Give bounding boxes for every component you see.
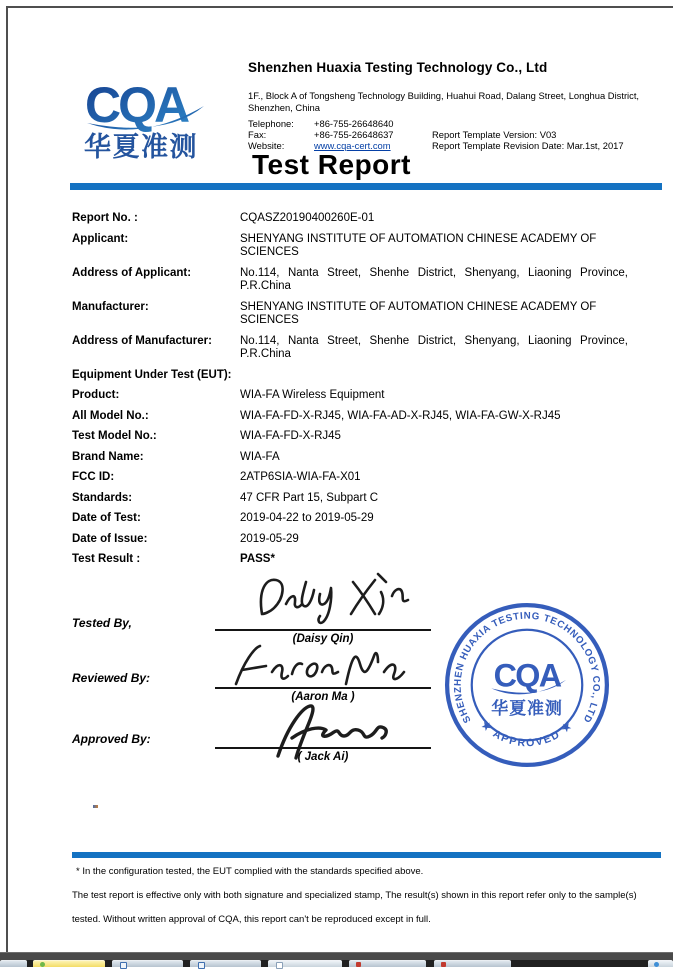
company-address: 1F., Block A of Tongsheng Technology Building, Huahui Road, Dalang Street, Longhua District, Shenzhen, China (248, 90, 640, 113)
reviewed-by-signature-line (215, 687, 431, 689)
browser-icon (654, 962, 659, 967)
tested-by-label: Tested By, (72, 616, 132, 630)
field-row: Standards: 47 CFR Part 15, Subpart C (72, 491, 379, 504)
stamp-chinese-text: 华夏准测 (491, 698, 563, 718)
field-row: Applicant: SHENYANG INSTITUTE OF AUTOMATION CHINESE ACADEMY OF SCIENCES (72, 232, 597, 258)
field-row: Date of Test: 2019-04-22 to 2019-05-29 (72, 512, 374, 524)
telephone-value: +86-755-26648640 (314, 118, 394, 129)
tested-by-signature-line (215, 629, 431, 631)
stamp-ring-text: SHENZHEN HUAXIA TESTING TECHNOLOGY CO., LTD (452, 610, 602, 725)
taskbar (0, 952, 673, 967)
stamp-cqa-text: CQA (493, 657, 561, 694)
field-row: Product: WIA-FA Wireless Equipment (72, 389, 385, 401)
taskbar-button[interactable] (434, 960, 511, 967)
reviewed-by-label: Reviewed By: (72, 671, 151, 685)
page-frame-top (6, 6, 673, 8)
approved-by-name: ( Jack Ai) (297, 751, 349, 763)
word-document-red-icon (356, 962, 361, 967)
svg-text:★ APPROVED ★ (479, 719, 576, 750)
taskbar-button[interactable] (349, 960, 426, 967)
field-row: Report No. : CQASZ20190400260E-01 (72, 212, 375, 224)
stray-mark (93, 805, 98, 808)
field-row: Date of Issue: 2019-05-29 (72, 532, 299, 545)
taskbar-button[interactable] (648, 960, 673, 967)
taskbar-button[interactable] (112, 960, 183, 967)
tested-by-signature (250, 570, 420, 630)
folder-open-yellow-icon (40, 962, 45, 967)
stamp-approved-text: ★ APPROVED ★ (478, 718, 576, 750)
tested-by-name: (Daisy Qin) (292, 633, 354, 645)
field-row: Test Model No.: WIA-FA-FD-X-RJ45 (72, 430, 341, 442)
header-divider (70, 183, 662, 190)
field-row: All Model No.: WIA-FA-FD-X-RJ45, WIA-FA-AD-X-RJ45, WIA-FA-GW-X-RJ45 (72, 409, 561, 422)
contact-block (248, 119, 394, 151)
taskbar-button[interactable] (0, 960, 27, 967)
blank-document-icon (276, 962, 283, 969)
field-row: Address of Manufacturer: No.114, Nanta Street, Shenhe District, Shenyang, Liaoning Province, P.R.China (72, 334, 628, 360)
approved-by-signature-line (215, 747, 431, 749)
taskbar-buttons-row (0, 960, 673, 967)
test-result-value: PASS* (240, 553, 275, 565)
logo-chinese-text: 华夏准测 (84, 132, 198, 162)
field-row: Manufacturer: SHENYANG INSTITUTE OF AUTOMATION CHINESE ACADEMY OF SCIENCES (72, 300, 597, 326)
reviewed-by-name: (Aaron Ma ) (291, 691, 355, 703)
field-row: FCC ID: 2ATP6SIA-WIA-FA-X01 (72, 471, 361, 483)
fax-label: Fax: (248, 128, 267, 140)
field-row: Test Result : PASS* (72, 553, 628, 567)
field-row: Equipment Under Test (EUT): (72, 368, 232, 381)
taskbar-button[interactable] (190, 960, 261, 967)
reviewed-by-signature (228, 638, 418, 690)
page-title: Test Report (252, 149, 411, 180)
company-name: Shenzhen Huaxia Testing Technology Co., Ltd (248, 60, 548, 75)
field-row: Address of Applicant: No.114, Nanta Street, Shenhe District, Shenyang, Liaoning Province, P.R.China (72, 266, 628, 292)
fax-machine-icon (198, 962, 205, 969)
footnote-line-2: tested. Without written approval of CQA, this report can't be reproduced except in full. (72, 914, 431, 925)
field-row: Brand Name: WIA-FA (72, 450, 280, 463)
taskbar-button[interactable] (268, 960, 342, 967)
logo-cqa-text: CQA (85, 78, 188, 133)
report-fields (72, 212, 628, 574)
template-version: Report Template Version: V03 (432, 129, 557, 140)
footnote-line-1: The test report is effective only with both signature and specialized stamp, The result(s) shown in this report refer only to the sample(s) (72, 890, 637, 901)
taskbar-button-active[interactable] (33, 960, 105, 967)
fax-machine-icon (120, 962, 127, 969)
word-document-red-icon (441, 962, 446, 967)
website-label: Website: (248, 139, 285, 151)
approval-stamp (442, 600, 612, 770)
footnote-asterisk: * In the configuration tested, the EUT complied with the standards specified above. (76, 866, 424, 877)
website-link[interactable]: www.cqa-cert.com (314, 139, 391, 151)
approved-by-label: Approved By: (72, 732, 151, 746)
template-revision-date: Report Template Revision Date: Mar.1st, 2017 (432, 140, 624, 152)
fax-value: +86-755-26648637 (314, 128, 394, 140)
telephone-label: Telephone: (248, 118, 294, 129)
footer-divider (72, 852, 661, 858)
